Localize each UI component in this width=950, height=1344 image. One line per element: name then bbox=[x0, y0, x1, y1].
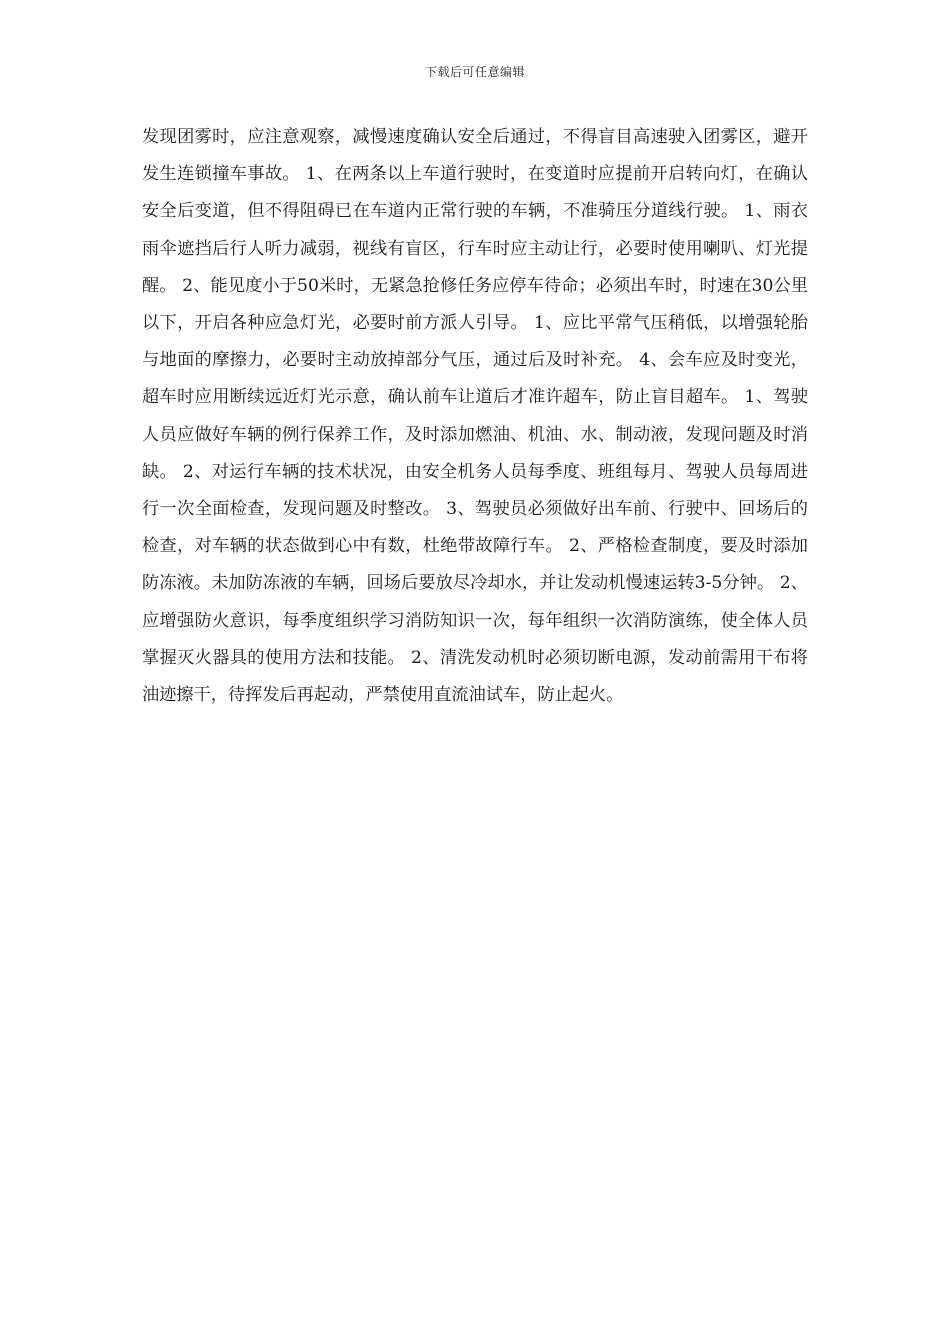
body-paragraph: 发现团雾时，应注意观察，减慢速度确认安全后通过，不得盲目高速驶入团雾区，避开发生连锁撞车事故。 1、在两条以上车道行驶时，在变道时应提前开启转向灯，在确认安全后变道，但不得阻碍已在车道内正常行驶的车辆，不准骑压分道线行驶。 1、雨衣雨伞遮挡后行人听力减弱，视线有盲区，行车时应主动让行，必要时使用喇叭、灯光提醒。 2、能见度小于50米时，无紧急抢修任务应停车待命；必须出车时，时速在30公里以下，开启各种应急灯光，必要时前方派人引导。 1、应比平常气压稍低，以增强轮胎与地面的摩擦力，必要时主动放掉部分气压，通过后及时补充。 4、会车应及时变光，超车时应用断续远近灯光示意，确认前车让道后才准许超车，防止盲目超车。 1、驾驶人员应做好车辆的例行保养工作，及时添加燃油、机油、水、制动液，发现问题及时消缺。 2、对运行车辆的技术状况，由安全机务人员每季度、班组每月、驾驶人员每周进行一次全面检查，发现问题及时整改。 3、驾驶员必须做好出车前、行驶中、回场后的检查，对车辆的状态做到心中有数，杜绝带故障行车。 2、严格检查制度，要及时添加防冻液。未加防冻液的车辆，回场后要放尽冷却水，并让发动机慢速运转3-5分钟。 2、应增强防火意识，每季度组织学习消防知识一次，每年组织一次消防演练，使全体人员掌握灭火器具的使用方法和技能。 2、清洗发动机时必须切断电源，发动前需用干布将油迹擦干，待挥发后再起动，严禁使用直流油试车，防止起火。 bbox=[142, 127, 808, 706]
page-header-note: 下载后可任意编辑 bbox=[424, 65, 525, 79]
